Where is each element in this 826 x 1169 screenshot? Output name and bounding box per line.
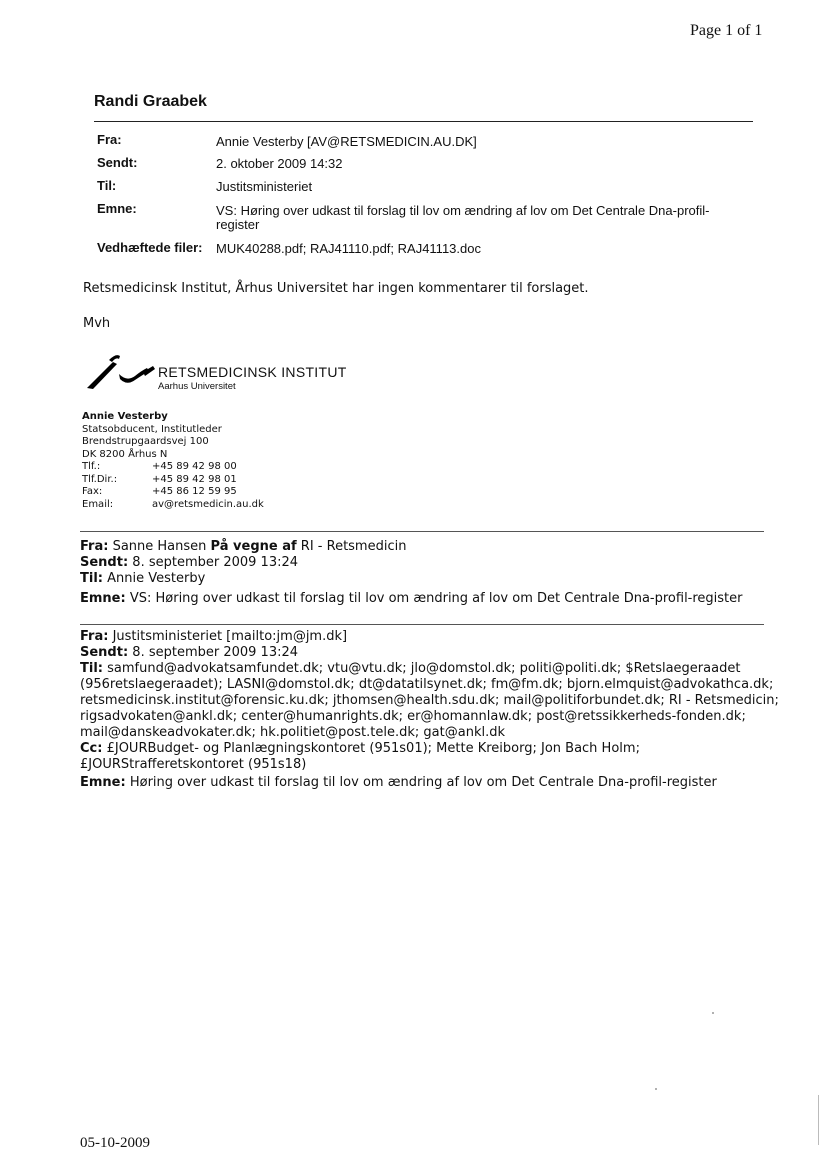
header-divider: [94, 121, 753, 122]
forward1-til-label: Til:: [80, 571, 103, 586]
forward2-til-label: Til:: [80, 661, 103, 676]
forward2-cc-value-line1: £JOURBudget- og Planlægningskontoret (951s01); Mette Kreiborg; Jon Bach Holm;: [106, 741, 640, 756]
signature-address1: Brendstrupgaardsvej 100: [82, 436, 209, 447]
header-til-value: Justitsministeriet: [216, 179, 313, 194]
forward1-sendt-label: Sendt:: [80, 555, 129, 570]
scan-speck: [712, 1012, 714, 1014]
sender-name: Randi Graabek: [94, 93, 207, 110]
scan-speck: [655, 1088, 657, 1090]
forward-divider-1: [80, 531, 764, 532]
forward2-til-line1: [80, 661, 740, 677]
forward2-sendt-value: 8. september 2009 13:24: [132, 645, 299, 660]
forward2-emne-label: Emne:: [80, 775, 126, 790]
forward2-til-value-line1: samfund@advokatsamfundet.dk; vtu@vtu.dk; jlo@domstol.dk; politi@politi.dk; $Retslaegeraadet: [107, 661, 741, 676]
institute-university: Aarhus Universitet: [158, 381, 236, 392]
signature-name: Annie Vesterby: [82, 411, 168, 422]
forward2-til-value-line3: retsmedicinsk.institut@forensic.ku.dk; jthomsen@health.sdu.dk; mail@politiforbundet.dk; RI - Retsmedicin;: [80, 693, 779, 708]
signature-email-label: Email:: [82, 499, 114, 510]
header-sendt-value: 2. oktober 2009 14:32: [216, 156, 343, 171]
forward2-til-value-line4: rigsadvokaten@ankl.dk; center@humanrights.dk; er@homannlaw.dk; post@retssikkerheds-fonden.dk;: [80, 709, 746, 724]
forward1-sendt-value: 8. september 2009 13:24: [132, 555, 299, 570]
header-attachments-label: Vedhæftede filer:: [97, 240, 203, 255]
forward2-emne-value: Høring over udkast til forslag til lov om ændring af lov om Det Centrale Dna-profil-register: [129, 775, 717, 790]
signature-title: Statsobducent, Institutleder: [82, 424, 222, 435]
forward1-sendt-line: [80, 555, 298, 571]
forward2-til-value-line2: (956retslaegeraadet); LASNI@domstol.dk; dt@datatilsynet.dk; fm@fm.dk; bjorn.elmquist@advokathca.dk;: [80, 677, 774, 692]
forward2-cc-value-line2: £JOURStrafferetskontoret (951s18): [80, 757, 307, 772]
signature-tlf-label: Tlf.:: [82, 461, 101, 472]
page-number: Page 1 of 1: [690, 22, 763, 39]
scan-edge-mark: [818, 1095, 819, 1145]
institute-name: RETSMEDICINSK INSTITUT: [158, 364, 347, 380]
signature-tlfdir-value: +45 89 42 98 01: [152, 474, 237, 485]
forward2-fra-line: [80, 629, 347, 645]
header-attachments-value: MUK40288.pdf; RAJ41110.pdf; RAJ41113.doc: [216, 241, 481, 256]
forward1-fra-label: Fra:: [80, 539, 109, 554]
header-til-label: Til:: [97, 178, 117, 193]
header-emne-label: Emne:: [97, 201, 137, 216]
header-emne-value-line1: VS: Høring over udkast til forslag til lov om ændring af lov om Det Centrale Dna-profil-: [216, 203, 710, 218]
signature-fax-value: +45 86 12 59 95: [152, 486, 237, 497]
forward2-fra-label: Fra:: [80, 629, 109, 644]
signature-address2: DK 8200 Århus N: [82, 449, 168, 460]
header-fra-label: Fra:: [97, 132, 122, 147]
forward1-fra-value: Sanne Hansen: [112, 539, 207, 554]
forward2-til-value-line5: mail@danskeadvokater.dk; hk.politiet@post.tele.dk; gat@ankl.dk: [80, 725, 505, 740]
forward2-sendt-label: Sendt:: [80, 645, 129, 660]
signature-fax-label: Fax:: [82, 486, 103, 497]
forward1-emne-value: VS: Høring over udkast til forslag til lov om ændring af lov om Det Centrale Dna-profil-register: [129, 591, 743, 606]
body-text: Retsmedicinsk Institut, Århus Universitet har ingen kommentarer til forslaget.: [83, 281, 589, 296]
forward1-fra-line: [80, 539, 406, 555]
forward2-sendt-line: [80, 645, 298, 661]
header-fra-value: Annie Vesterby [AV@RETSMEDICIN.AU.DK]: [216, 134, 477, 149]
signature-tlfdir-label: Tlf.Dir.:: [82, 474, 118, 485]
forward1-til-line: [80, 571, 205, 587]
forward-divider-2: [80, 624, 764, 625]
forward1-emne-label: Emne:: [80, 591, 126, 606]
header-emne-value-line2: register: [216, 217, 260, 232]
forward1-til-value: Annie Vesterby: [107, 571, 206, 586]
institute-logo-icon: [83, 352, 161, 392]
forward2-cc-line1: [80, 741, 640, 757]
closing-text: Mvh: [83, 316, 111, 331]
forward2-emne-line: [80, 775, 717, 791]
date-stamp: 05-10-2009: [80, 1135, 150, 1151]
forward1-behalf-value: RI - Retsmedicin: [300, 539, 407, 554]
forward1-emne-line: [80, 591, 743, 607]
header-sendt-label: Sendt:: [97, 155, 138, 170]
signature-tlf-value: +45 89 42 98 00: [152, 461, 237, 472]
forward2-fra-value: Justitsministeriet [mailto:jm@jm.dk]: [112, 629, 348, 644]
forward2-cc-label: Cc:: [80, 741, 103, 756]
signature-email-value: av@retsmedicin.au.dk: [152, 499, 264, 510]
forward1-behalf-label: På vegne af: [210, 539, 297, 554]
